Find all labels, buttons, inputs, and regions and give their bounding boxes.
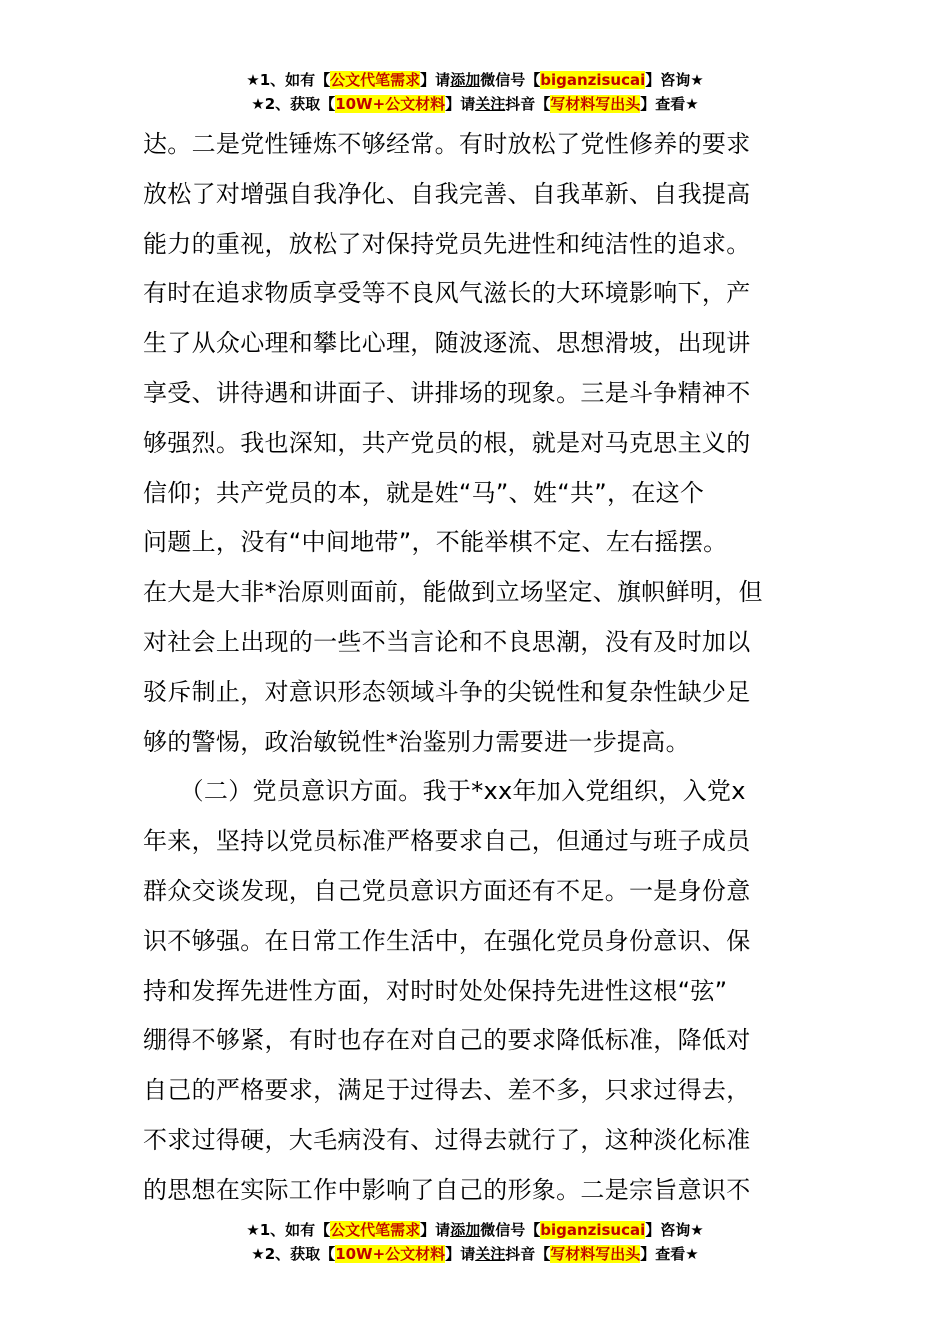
- banner-text: ★2、获取【: [251, 1245, 336, 1263]
- banner-douyin-id: 写材料写出头: [550, 1245, 641, 1263]
- banner-highlight: 10W+公文材料: [335, 95, 446, 113]
- banner-text: 】请: [445, 1245, 476, 1263]
- body-line: 生了从众心理和攀比心理，随波逐流、思想滑坡，出现讲: [143, 329, 751, 358]
- body-line: 够强烈。我也深知，共产党员的根，就是对马克思主义的: [143, 428, 751, 457]
- body-line: 在大是大非*治原则面前，能做到立场坚定、旗帜鲜明，但: [143, 578, 763, 607]
- banner-text: ★2、获取【: [251, 95, 336, 113]
- body-line: 群众交谈发现，自己党员意识方面还有不足。一是身份意: [143, 876, 751, 905]
- body-line: 信仰；共产党员的本，就是姓“马”、姓“共”，在这个: [143, 478, 705, 507]
- body-line: 有时在追求物质享受等不良风气滋长的大环境影响下，产: [143, 279, 751, 308]
- banner-line-1: [0, 68, 950, 92]
- body-line: 识不够强。在日常工作生活中，在强化党员身份意识、保: [143, 926, 751, 955]
- section-heading-line: （二）党员意识方面。我于*xx年加入党组织，入党x: [143, 777, 746, 806]
- banner-text: 抖音【: [505, 1245, 551, 1263]
- banner-douyin-id: 写材料写出头: [550, 95, 641, 113]
- banner-text: ★1、如有【: [246, 1221, 331, 1239]
- body-line: 自己的严格要求，满足于过得去、差不多，只求过得去，: [143, 1076, 751, 1105]
- banner-text: 微信号【: [480, 1221, 541, 1239]
- banner-text: 】请: [445, 95, 476, 113]
- banner-text: 】查看★: [640, 1245, 699, 1263]
- body-line: 达。二是党性锤炼不够经常。有时放松了党性修养的要求: [143, 130, 751, 158]
- banner-wechat-id: biganzisucai: [540, 1221, 646, 1239]
- body-line: 问题上，没有“中间地带”，不能举棋不定、左右摇摆。: [143, 528, 728, 557]
- body-line: 的思想在实际工作中影响了自己的形象。二是宗旨意识不: [143, 1175, 751, 1204]
- banner-text: 抖音【: [505, 95, 551, 113]
- body-line: 驳斥制止，对意识形态领域斗争的尖锐性和复杂性缺少足: [143, 677, 751, 706]
- body-line: 能力的重视，放松了对保持党员先进性和纯洁性的追求。: [143, 229, 751, 258]
- banner-wechat-id: biganzisucai: [540, 71, 646, 89]
- banner-emphasis: 添加: [450, 71, 481, 89]
- body-line: 持和发挥先进性方面，对时时处处保持先进性这根“弦”: [143, 976, 728, 1005]
- body-line: 年来，坚持以党员标准严格要求自己，但通过与班子成员: [143, 827, 751, 856]
- banner-emphasis: 关注: [475, 1245, 506, 1263]
- banner-text: 】查看★: [640, 95, 699, 113]
- header-banner: [0, 68, 950, 116]
- banner-text: 】咨询★: [645, 1221, 704, 1239]
- banner-line-1: [0, 1218, 950, 1242]
- banner-text: 】咨询★: [645, 71, 704, 89]
- banner-highlight: 公文代笔需求: [330, 71, 421, 89]
- body-line: 够的警惕，政治敏锐性*治鉴别力需要进一步提高。: [143, 727, 690, 756]
- banner-text: 】请: [420, 1221, 451, 1239]
- body-line: 绷得不够紧，有时也存在对自己的要求降低标准，降低对: [143, 1026, 751, 1055]
- body-line: 享受、讲待遇和讲面子、讲排场的现象。三是斗争精神不: [143, 378, 751, 407]
- body-line: 放松了对增强自我净化、自我完善、自我革新、自我提高: [143, 179, 751, 208]
- banner-text: ★1、如有【: [246, 71, 331, 89]
- banner-text: 】请: [420, 71, 451, 89]
- banner-text: 微信号【: [480, 71, 541, 89]
- body-line: 对社会上出现的一些不当言论和不良思潮，没有及时加以: [143, 627, 751, 656]
- banner-line-2: [0, 1242, 950, 1266]
- banner-emphasis: 添加: [450, 1221, 481, 1239]
- footer-banner: [0, 1218, 950, 1266]
- banner-emphasis: 关注: [475, 95, 506, 113]
- banner-highlight: 公文代笔需求: [330, 1221, 421, 1239]
- body-line: 不求过得硬，大毛病没有、过得去就行了，这种淡化标准: [143, 1125, 751, 1154]
- banner-line-2: [0, 92, 950, 116]
- document-body: [143, 120, 813, 1216]
- banner-highlight: 10W+公文材料: [335, 1245, 446, 1263]
